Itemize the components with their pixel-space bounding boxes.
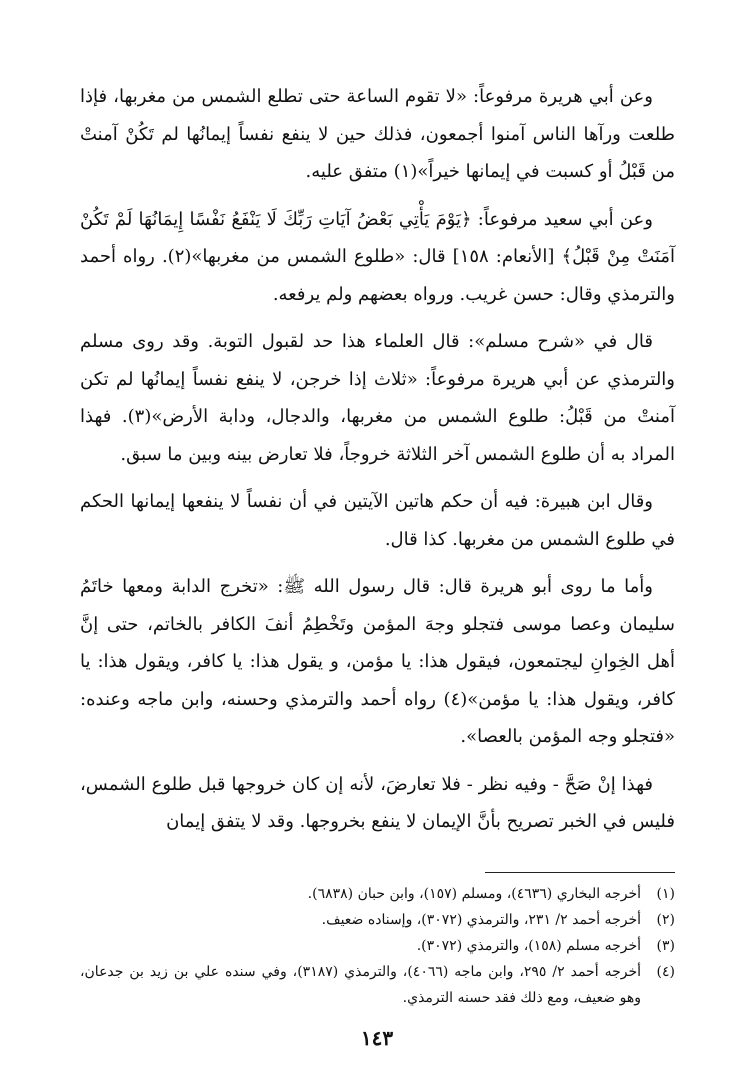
footnote-number: (٣) xyxy=(656,938,675,954)
footnote-number: (٢) xyxy=(656,912,675,928)
footnote-list xyxy=(80,881,675,1011)
footnote-2 xyxy=(80,907,675,933)
paragraph-6: فهذا إنْ صَحَّ - وفيه نظر - فلا تعارضَ، لأنه إن كان خروجها قبل طلوع الشمس، فليس في الخبر تصريح بأنَّ الإيمان لا ينفع بخروجها. وقد لا يتفق إيمان xyxy=(80,773,675,832)
paragraph-3: قال في «شرح مسلم»: قال العلماء هذا حد لقبول التوبة. وقد روى مسلم والترمذي عن أبي هريرة مرفوعاً: «ثلاث إذا خرجن، لا ينفع نفساً إيمانُها لم تكن آمنتْ من قَبْلُ: طلوع الشمس من مغربها، والدجال، ودابة الأرض»(٣). فهذا المراد به أن طلوع الشمس آخر الثلاثة خروجاً، فلا تعارض بينه وبين ما سبق. xyxy=(80,331,675,465)
footnote-divider xyxy=(485,872,675,873)
paragraph-5: وأما ما روى أبو هريرة قال: قال رسول الله ﷺ: «تخرج الدابة ومعها خاتَمُ سليمان وعصا موسى فتجلو وجهَ المؤمن وتَخْطِمُ أنفَ الكافر بالخاتم، حتى إنَّ أهل الخِوانِ ليجتمعون، فيقول هذا: يا مؤمن، و يقول هذا: يا كافر، ويقول هذا: يا كافر، ويقول هذا: يا مؤمن»(٤) رواه أحمد والترمذي وحسنه، وابن ماجه وعنده: «فتجلو وجه المؤمن بالعصا». xyxy=(80,576,675,747)
footnote-number: (١) xyxy=(656,886,675,902)
footnote-text: أخرجه أحمد ٢/ ٢٣١، والترمذي (٣٠٧٢)، وإسناده ضعيف. xyxy=(321,912,641,928)
footnotes xyxy=(80,872,675,1011)
footnote-3 xyxy=(80,933,675,959)
footnote-1 xyxy=(80,881,675,907)
paragraph-1: وعن أبي هريرة مرفوعاً: «لا تقوم الساعة حتى تطلع الشمس من مغربها، فإذا طلعت ورآها الناس آمنوا أجمعون، فذلك حين لا ينفع نفساً إيمانُها لم تَكُنْ آمنتْ من قَبْلُ أو كسبت في إيمانها خيراً»(١) متفق عليه. xyxy=(80,86,675,182)
footnote-text: أخرجه أحمد ٢/ ٢٩٥، وابن ماجه (٤٠٦٦)، والترمذي (٣١٨٧)، وفي سنده علي بن زيد بن جدعان، وهو ضعيف، ومع ذلك فقد حسنه الترمذي. xyxy=(80,964,641,1006)
main-text xyxy=(80,78,675,841)
page-number: ١٤٣ xyxy=(360,1026,394,1050)
footnote-number: (٤) xyxy=(656,964,675,980)
footnote-text: أخرجه البخاري (٤٦٣٦)، ومسلم (١٥٧)، وابن حبان (٦٨٣٨). xyxy=(307,886,641,902)
paragraph-4: وقال ابن هبيرة: فيه أن حكم هاتين الآيتين في أن نفساً لا ينفعها إيمانها الحكم في طلوع الشمس من مغربها. كذا قال. xyxy=(80,491,675,550)
paragraph-2: وعن أبي سعيد مرفوعاً: ﴿يَوْمَ يَأْتِي بَعْضُ آيَاتِ رَبِّكَ لَا يَنْفَعُ نَفْسًا إِيمَانُهَا لَمْ تَكُنْ آمَنَتْ مِنْ قَبْلُ﴾ [الأنعام: ١٥٨] قال: «طلوع الشمس من مغربها»(٢). رواه أحمد والترمذي وقال: حسن غريب. ورواه بعضهم ولم يرفعه. xyxy=(80,208,675,305)
footnote-text: أخرجه مسلم (١٥٨)، والترمذي (٣٠٧٢). xyxy=(416,938,641,954)
footnote-4 xyxy=(80,959,675,1011)
